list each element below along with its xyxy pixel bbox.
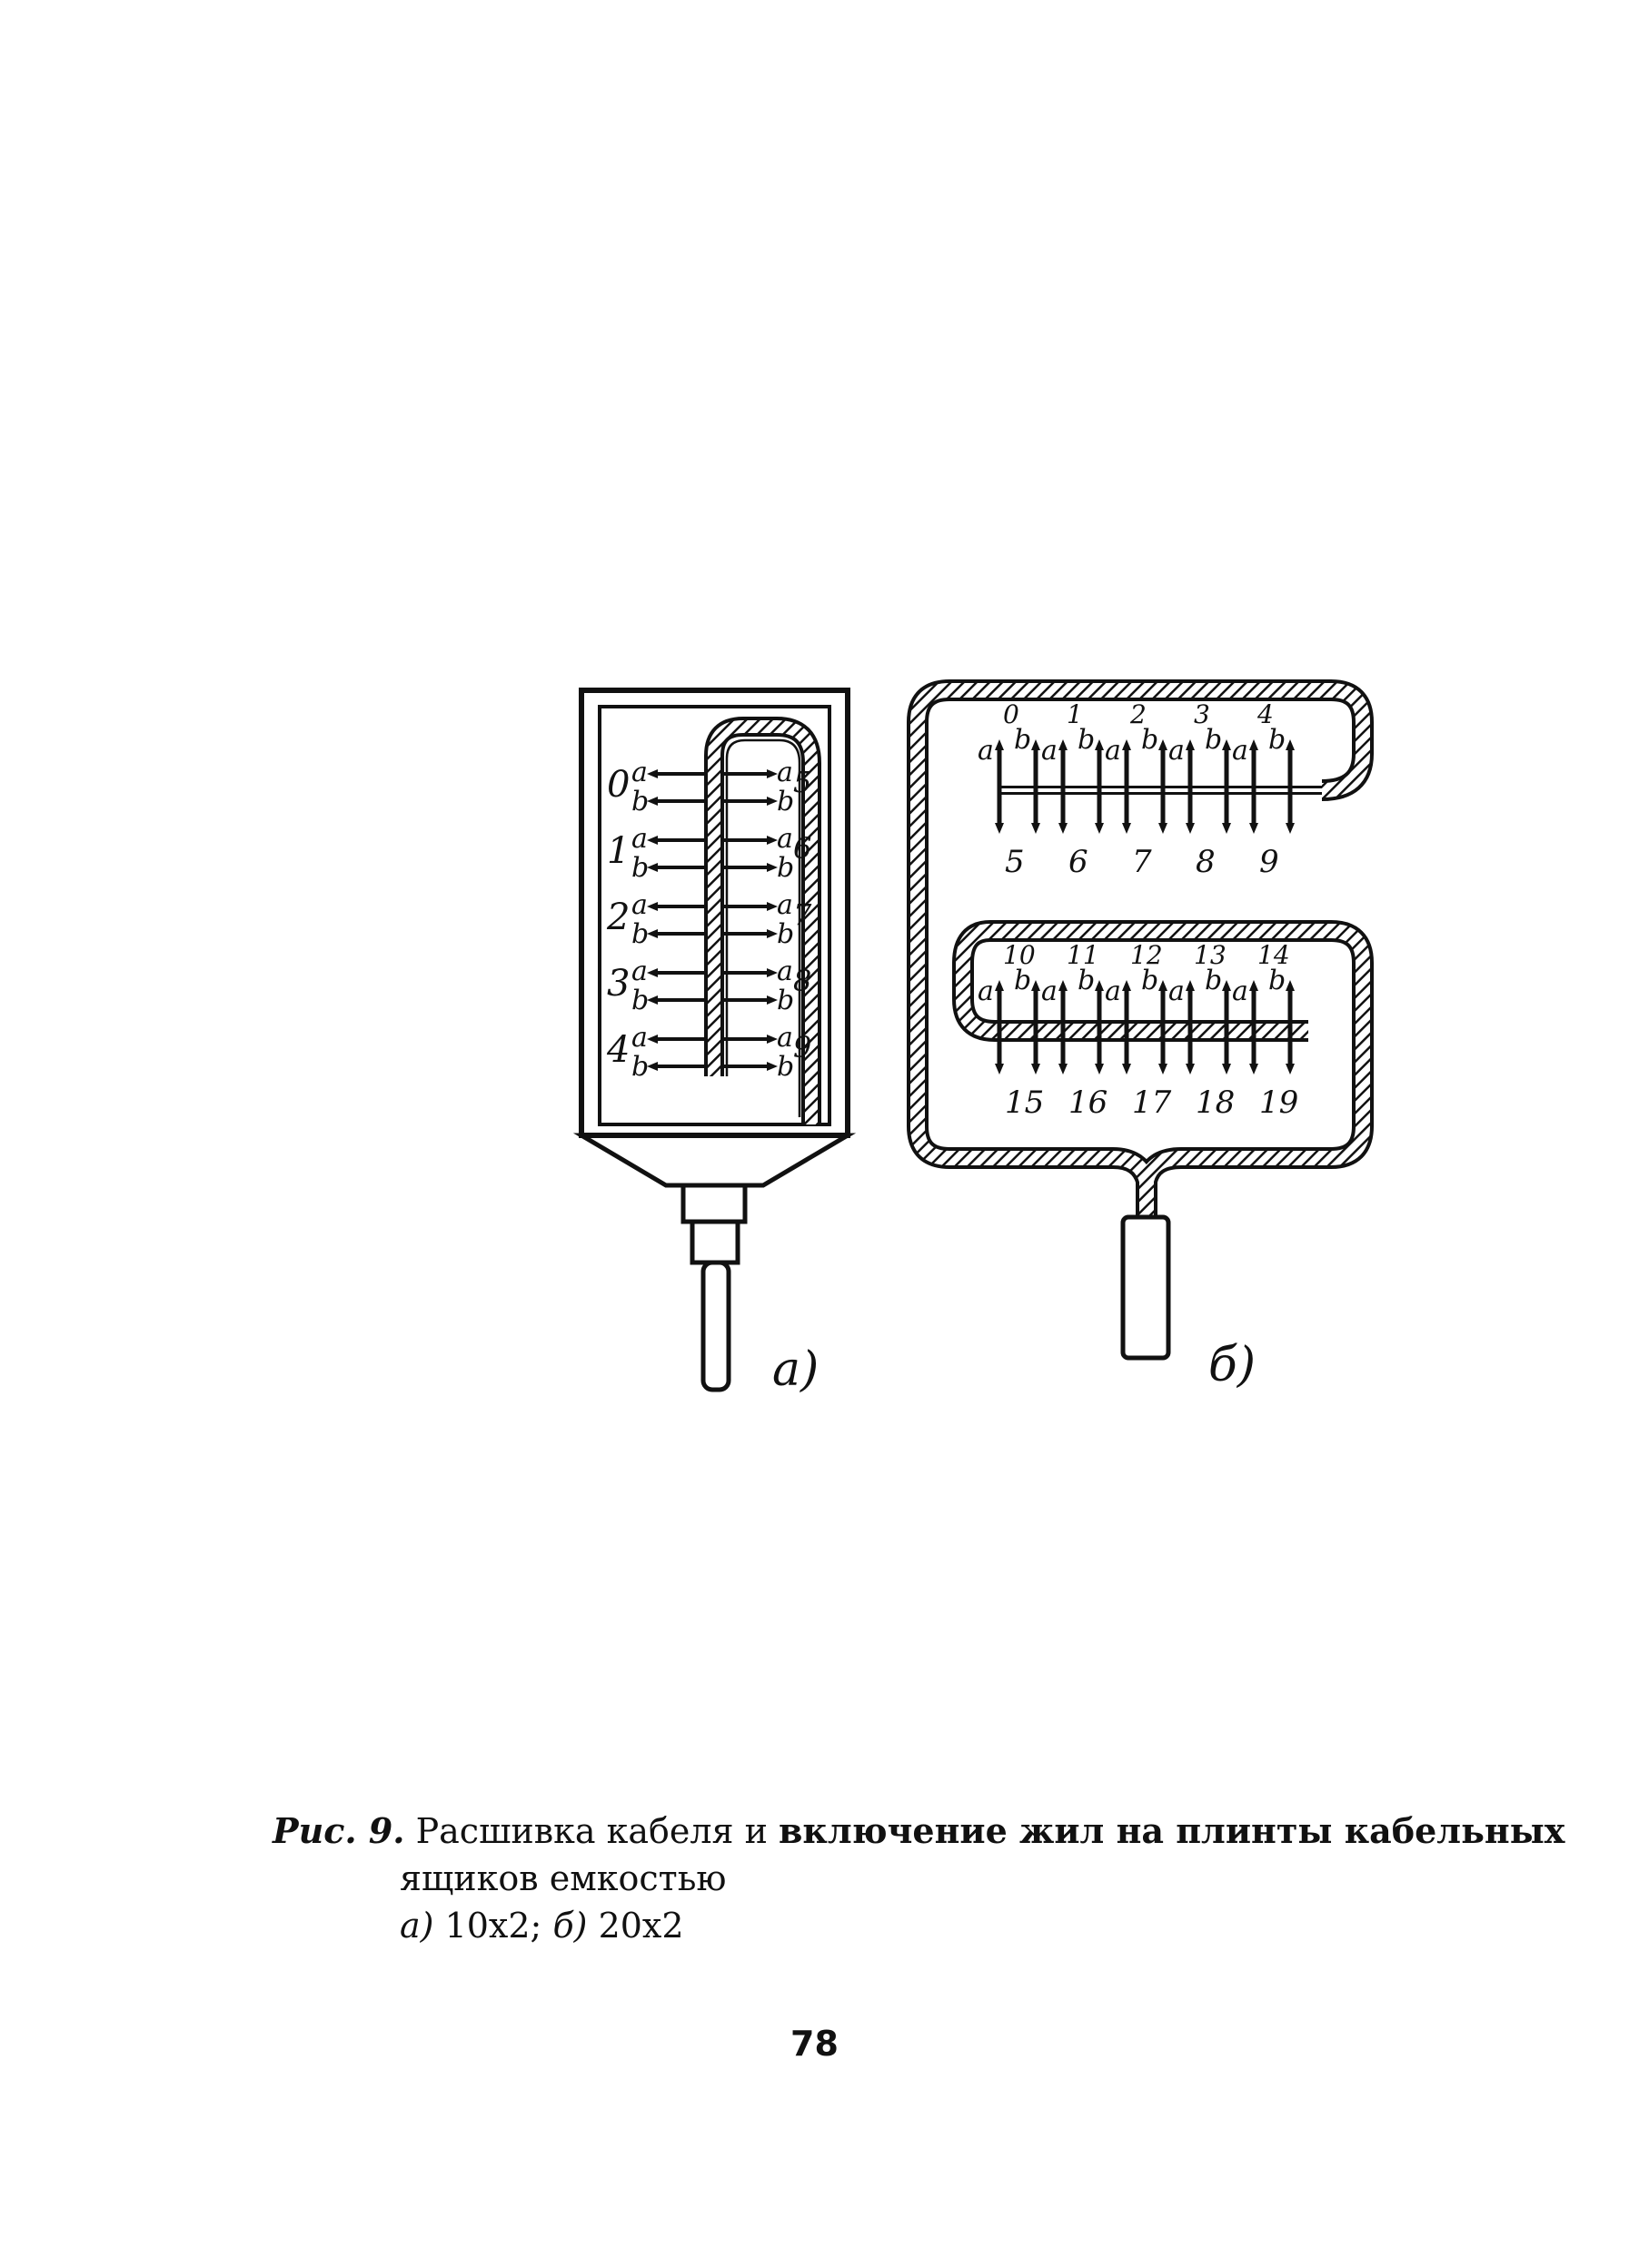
wire-label-b: b [631,985,650,1016]
pair-number-right: 5 [793,765,812,799]
wire-label-b: b [1014,965,1032,996]
wire-label-a: a [978,735,994,767]
wire-label-a: a [1232,735,1248,767]
pin-tip-top [1249,739,1258,750]
pin-tip-bottom [1286,1064,1295,1075]
wire-label-a: a [777,823,793,855]
pin-tip-top [1122,739,1131,750]
wire-label-b: b [1205,724,1223,756]
panel-label-b: б) [1208,1338,1257,1392]
pin-tip-top [1186,980,1195,991]
pair-number-right: 8 [793,964,812,998]
caption-text-plain: Расшивка кабеля и [415,1811,768,1851]
pin-tip-bottom [995,823,1004,834]
wire-label-a: a [1168,735,1185,767]
arrow-left [647,1035,658,1044]
wire-label-b: b [777,985,795,1016]
wire-label-a: a [777,956,793,987]
cable-layout-20x2 [918,690,1363,1358]
pair-number-left: 0 [607,764,631,806]
pair-number-left: 3 [607,963,631,1005]
wire-label-b: b [777,1051,795,1083]
pin-tip-top [1286,739,1295,750]
pin-tip-top [1286,980,1295,991]
pair-number-bottom: 6 [1068,844,1088,880]
pin-tip-top [1031,739,1040,750]
pin-tip-bottom [1222,823,1231,834]
figure-caption [273,1807,1563,1949]
wire-label-a: a [631,956,648,987]
fig-b-labels [978,699,1298,1121]
wire-label-b: b [631,1051,650,1083]
arrow-left [647,968,658,977]
panel-label-a: а) [772,1342,819,1397]
wire-label-a: a [1041,976,1058,1007]
pin-tip-bottom [1058,823,1068,834]
wire-label-a: a [631,823,648,855]
wire-label-a: a [1168,976,1185,1007]
wire-label-b: b [1141,724,1159,756]
pair-number-top: 14 [1257,940,1290,970]
pin-tip-bottom [1222,1064,1231,1075]
pin-tip-bottom [1186,823,1195,834]
wire-label-b: b [1078,724,1096,756]
pair-number-right: 6 [793,831,812,866]
arrow-left [647,902,658,911]
pair-number-top: 1 [1067,699,1083,729]
pin-tip-bottom [1058,1064,1068,1075]
pin-tip-bottom [1158,823,1167,834]
wire-label-a: a [631,757,648,788]
pair-number-bottom: 18 [1196,1084,1236,1121]
pin-tip-bottom [1186,1064,1195,1075]
pair-number-right: 7 [793,897,812,932]
pair-number-bottom: 8 [1196,844,1216,880]
pin-tip-top [1222,739,1231,750]
caption-line-2: ящиков емкостью [400,1858,727,1898]
pair-number-left: 4 [607,1029,631,1071]
caption-value-b: 20х2 [598,1906,684,1946]
pair-number-top: 13 [1194,940,1227,970]
pair-number-top: 0 [1003,699,1019,729]
wire-label-b: b [777,852,795,884]
pair-number-right: 9 [793,1030,812,1065]
pair-number-bottom: 19 [1259,1084,1299,1121]
arrow-left [647,836,658,845]
pair-number-top: 10 [1003,940,1036,970]
pair-number-top: 4 [1257,699,1274,729]
wire-label-b: b [1268,724,1286,756]
wire-label-b: b [1078,965,1096,996]
pin-tip-top [1186,739,1195,750]
pin-tip-top [1222,980,1231,991]
pin-tip-top [1158,739,1167,750]
wire-label-a: a [1232,976,1248,1007]
pin-tip-top [1058,739,1068,750]
wire-label-a: a [777,1022,793,1054]
pin-tip-top [1058,980,1068,991]
pair-number-bottom: 15 [1005,1084,1045,1121]
wire-label-b: b [777,786,795,817]
pair-number-bottom: 9 [1259,844,1279,880]
wire-label-b: b [631,786,650,817]
wire-label-b: b [777,918,795,950]
pin-tip-top [1095,980,1104,991]
wire-label-b: b [1205,965,1223,996]
pin-tip-top [1249,980,1258,991]
pin-tip-bottom [1249,823,1258,834]
arrow-left [647,769,658,778]
pair-number-top: 2 [1130,699,1147,729]
wire-label-a: a [1105,735,1121,767]
caption-text-bold: включение жил на плинты кабельных [779,1810,1565,1851]
caption-value-a: 10х2; [444,1906,542,1946]
pin-tip-bottom [1286,823,1295,834]
wire-label-b: b [1141,965,1159,996]
wire-label-a: a [978,976,994,1007]
pin-tip-top [1158,980,1167,991]
wire-label-a: a [631,889,648,921]
wire-label-b: b [1268,965,1286,996]
wire-label-a: a [777,757,793,788]
pin-tip-bottom [995,1064,1004,1075]
pin-tip-top [1122,980,1131,991]
pin-tip-bottom [1031,1064,1040,1075]
pair-number-left: 2 [607,896,631,938]
caption-part-a: а) [400,1906,434,1946]
pin-tip-top [1095,739,1104,750]
pin-tip-top [995,739,1004,750]
pin-tip-bottom [1249,1064,1258,1075]
wire-label-b: b [631,918,650,950]
page-number: 78 [790,2024,839,2064]
pair-number-top: 11 [1067,940,1099,970]
wire-label-a: a [1105,976,1121,1007]
pair-number-bottom: 7 [1132,844,1152,880]
wire-label-a: a [777,889,793,921]
pin-tip-top [995,980,1004,991]
wire-label-b: b [631,852,650,884]
wire-label-a: a [631,1022,648,1054]
pair-number-bottom: 5 [1005,844,1025,880]
figure-number: Рис. 9. [273,1810,405,1851]
pair-number-top: 3 [1194,699,1210,729]
pin-tip-bottom [1095,823,1104,834]
caption-part-b: б) [552,1906,588,1946]
pin-tip-top [1031,980,1040,991]
pin-tip-bottom [1031,823,1040,834]
pin-tip-bottom [1095,1064,1104,1075]
pair-number-bottom: 17 [1132,1084,1172,1121]
pin-tip-bottom [1158,1064,1167,1075]
pair-number-left: 1 [607,830,631,872]
pin-tip-bottom [1122,823,1131,834]
pair-number-bottom: 16 [1068,1084,1108,1121]
wire-label-b: b [1014,724,1032,756]
pin-tip-bottom [1122,1064,1131,1075]
pair-number-top: 12 [1130,940,1163,970]
wire-label-a: a [1041,735,1058,767]
